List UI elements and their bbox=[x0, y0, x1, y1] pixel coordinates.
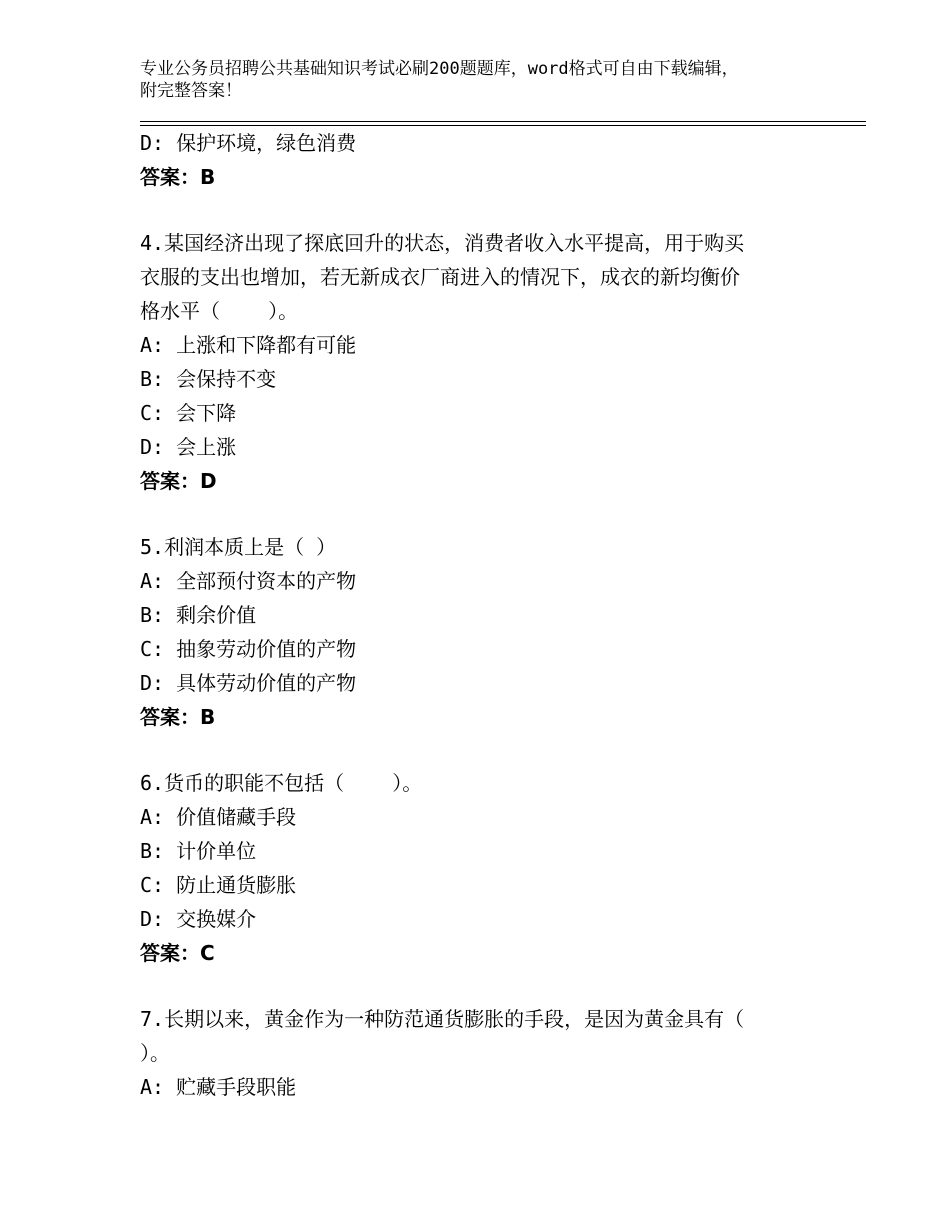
option-a: A: 贮藏手段职能 bbox=[140, 1075, 297, 1099]
question-stem-line: ）。 bbox=[140, 1041, 170, 1065]
option-c: C: 会下降 bbox=[140, 401, 237, 425]
question-3-continuation bbox=[140, 126, 866, 194]
answer-label: 答案：D bbox=[140, 469, 217, 493]
option-d: D: 交换媒介 bbox=[140, 907, 257, 931]
option-d: D: 具体劳动价值的产物 bbox=[140, 671, 357, 695]
option-b: B: 剩余价值 bbox=[140, 603, 257, 627]
header-divider-top bbox=[140, 121, 866, 122]
option-c: C: 防止通货膨胀 bbox=[140, 873, 297, 897]
option-b: B: 计价单位 bbox=[140, 839, 257, 863]
answer-label: 答案：B bbox=[140, 165, 216, 189]
option-a: A: 上涨和下降都有可能 bbox=[140, 333, 357, 357]
question-stem-line: 格水平（ ）。 bbox=[140, 299, 299, 323]
question-7 bbox=[140, 1002, 866, 1104]
question-5 bbox=[140, 530, 866, 734]
spacer bbox=[140, 734, 866, 766]
option-a: A: 全部预付资本的产物 bbox=[140, 569, 357, 593]
question-4 bbox=[140, 226, 866, 498]
document-header bbox=[140, 58, 840, 102]
question-stem-line: 6.货币的职能不包括（ ）。 bbox=[140, 771, 423, 795]
option-a: A: 价值储藏手段 bbox=[140, 805, 297, 829]
answer-label: 答案：B bbox=[140, 705, 216, 729]
question-list bbox=[140, 126, 866, 1104]
option-c: C: 抽象劳动价值的产物 bbox=[140, 637, 357, 661]
option-b: B: 会保持不变 bbox=[140, 367, 277, 391]
header-line-1: 专业公务员招聘公共基础知识考试必刷200题题库，word格式可自由下载编辑， bbox=[140, 59, 739, 79]
spacer bbox=[140, 194, 866, 226]
option-d: D: 保护环境，绿色消费 bbox=[140, 131, 357, 155]
spacer bbox=[140, 498, 866, 530]
question-stem-line: 5.利润本质上是（ ） bbox=[140, 535, 337, 559]
answer-label: 答案：C bbox=[140, 941, 215, 965]
spacer bbox=[140, 970, 866, 1002]
question-stem-line: 衣服的支出也增加，若无新成衣厂商进入的情况下，成衣的新均衡价 bbox=[140, 265, 740, 289]
question-6 bbox=[140, 766, 866, 970]
question-stem-line: 7.长期以来，黄金作为一种防范通货膨胀的手段，是因为黄金具有（ bbox=[140, 1007, 745, 1031]
header-line-2: 附完整答案！ bbox=[140, 81, 242, 101]
question-stem-line: 4.某国经济出现了探底回升的状态，消费者收入水平提高，用于购买 bbox=[140, 231, 745, 255]
option-d: D: 会上涨 bbox=[140, 435, 237, 459]
